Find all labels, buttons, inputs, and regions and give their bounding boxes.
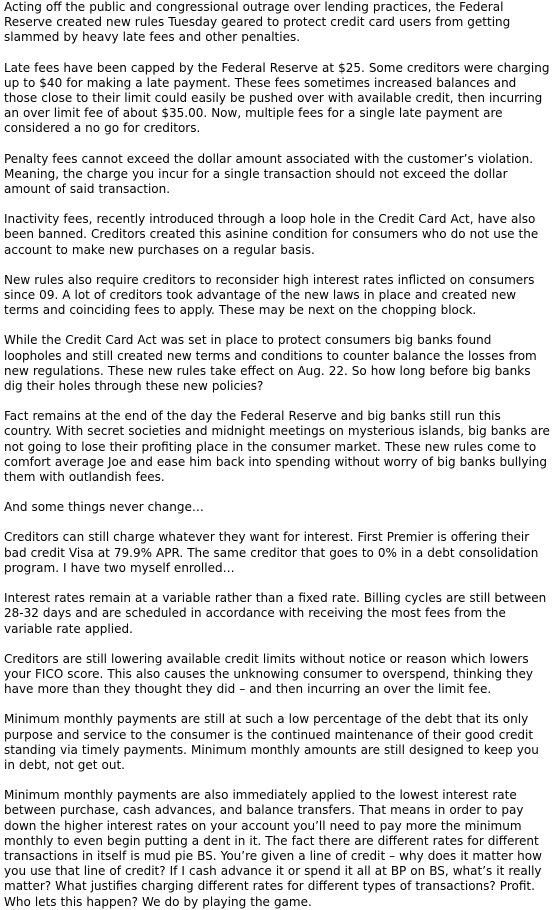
paragraph-interest-charges: Creditors can still charge whatever they want for interest. First Premier is offering their bad credit Visa at 79.9% APR. The same creditor that goes to 0% in a debt consolidation program. I have two myself enrolled… <box>4 530 539 575</box>
paragraph-inactivity-fees: Inactivity fees, recently introduced through a loop hole in the Credit Card Act, have also been banned. Creditors created this asinine condition for consumers who do not use the account to make new purchases on a regular basis. <box>4 212 539 257</box>
paragraph-loopholes: While the Credit Card Act was set in place to protect consumers big banks found loopholes and still created new terms and conditions to counter balance the losses from new regulations. These new rules take effect on Aug. 22. So how long before big banks dig their holes through these new policies? <box>4 333 537 394</box>
paragraph-credit-limits: Creditors are still lowering available credit limits without notice or reason which lowers your FICO score. This also causes the unknowing consumer to overspend, thinking they have more than they thought they did – and then incurring an over the limit fee. <box>4 651 533 697</box>
paragraph-intro: Acting off the public and congressional outrage over lending practices, the Federal Reserve created new rules Tuesday geared to protect credit card users from getting slammed by heavy late fees and other penalties. <box>4 0 511 45</box>
paragraph-never-change: And some things never change… <box>4 500 204 515</box>
paragraph-late-fees: Late fees have been capped by the Federal Reserve at $25. Some creditors were charging up to $40 for making a late payment. These fees sometimes increased balances and those close to their limit could easily be pushed over with available credit, then incurring an over limit fee of about $35.00. Now, multiple fees for a single late payment are considered a no go for creditors. <box>4 60 550 136</box>
paragraph-minimum-payments: Minimum monthly payments are still at such a low percentage of the debt that its only purpose and service to the consumer is the continued maintenance of their good credit standing via timely payments. Minimum monthly amounts are still designed to keep you in debt, not get out. <box>4 712 539 772</box>
paragraph-variable-rates: Interest rates remain at a variable rather than a fixed rate. Billing cycles are still between 28-32 days and are scheduled in accordance with receiving the most fees from the variable rate applied. <box>4 591 547 636</box>
paragraph-penalty-fees: Penalty fees cannot exceed the dollar amount associated with the customer’s violation. Meaning, the charge you incur for a single transaction should not exceed the dollar amount of said transaction. <box>4 151 534 197</box>
paragraph-payment-allocation: Minimum monthly payments are also immediately applied to the lowest interest rate between purchase, cash advances, and balance transfers. That means in order to pay down the higher interest rates on your account you’ll need to pay more the minimum monthly to even begin putting a dent in it. The fact there are different rates for different transactions in itself is mud pie BS. You’re given a line of credit – why does it matter how you use that line of credit? If I cash advance it or spend it all at BP on BS, what’s it really matter? What justifies charging different rates for different types of transactions? Profit. Who lets this happen? We do by playing the game. <box>4 788 542 909</box>
paragraph-federal-reserve: Fact remains at the end of the day the Federal Reserve and big banks still run this country. With secret societies and midnight meetings on mysterious islands, big banks are not going to lose their profiting place in the consumer market. These new rules come to comfort average Joe and ease him back into spending without worry of big banks bullying them with outlandish fees. <box>4 409 550 485</box>
paragraph-interest-rates-review: New rules also require creditors to reconsider high interest rates inflicted on consumers since 09. A lot of creditors took advantage of the new laws in place and created new terms and coinciding fees to apply. These may be next on the chopping block. <box>4 272 535 318</box>
